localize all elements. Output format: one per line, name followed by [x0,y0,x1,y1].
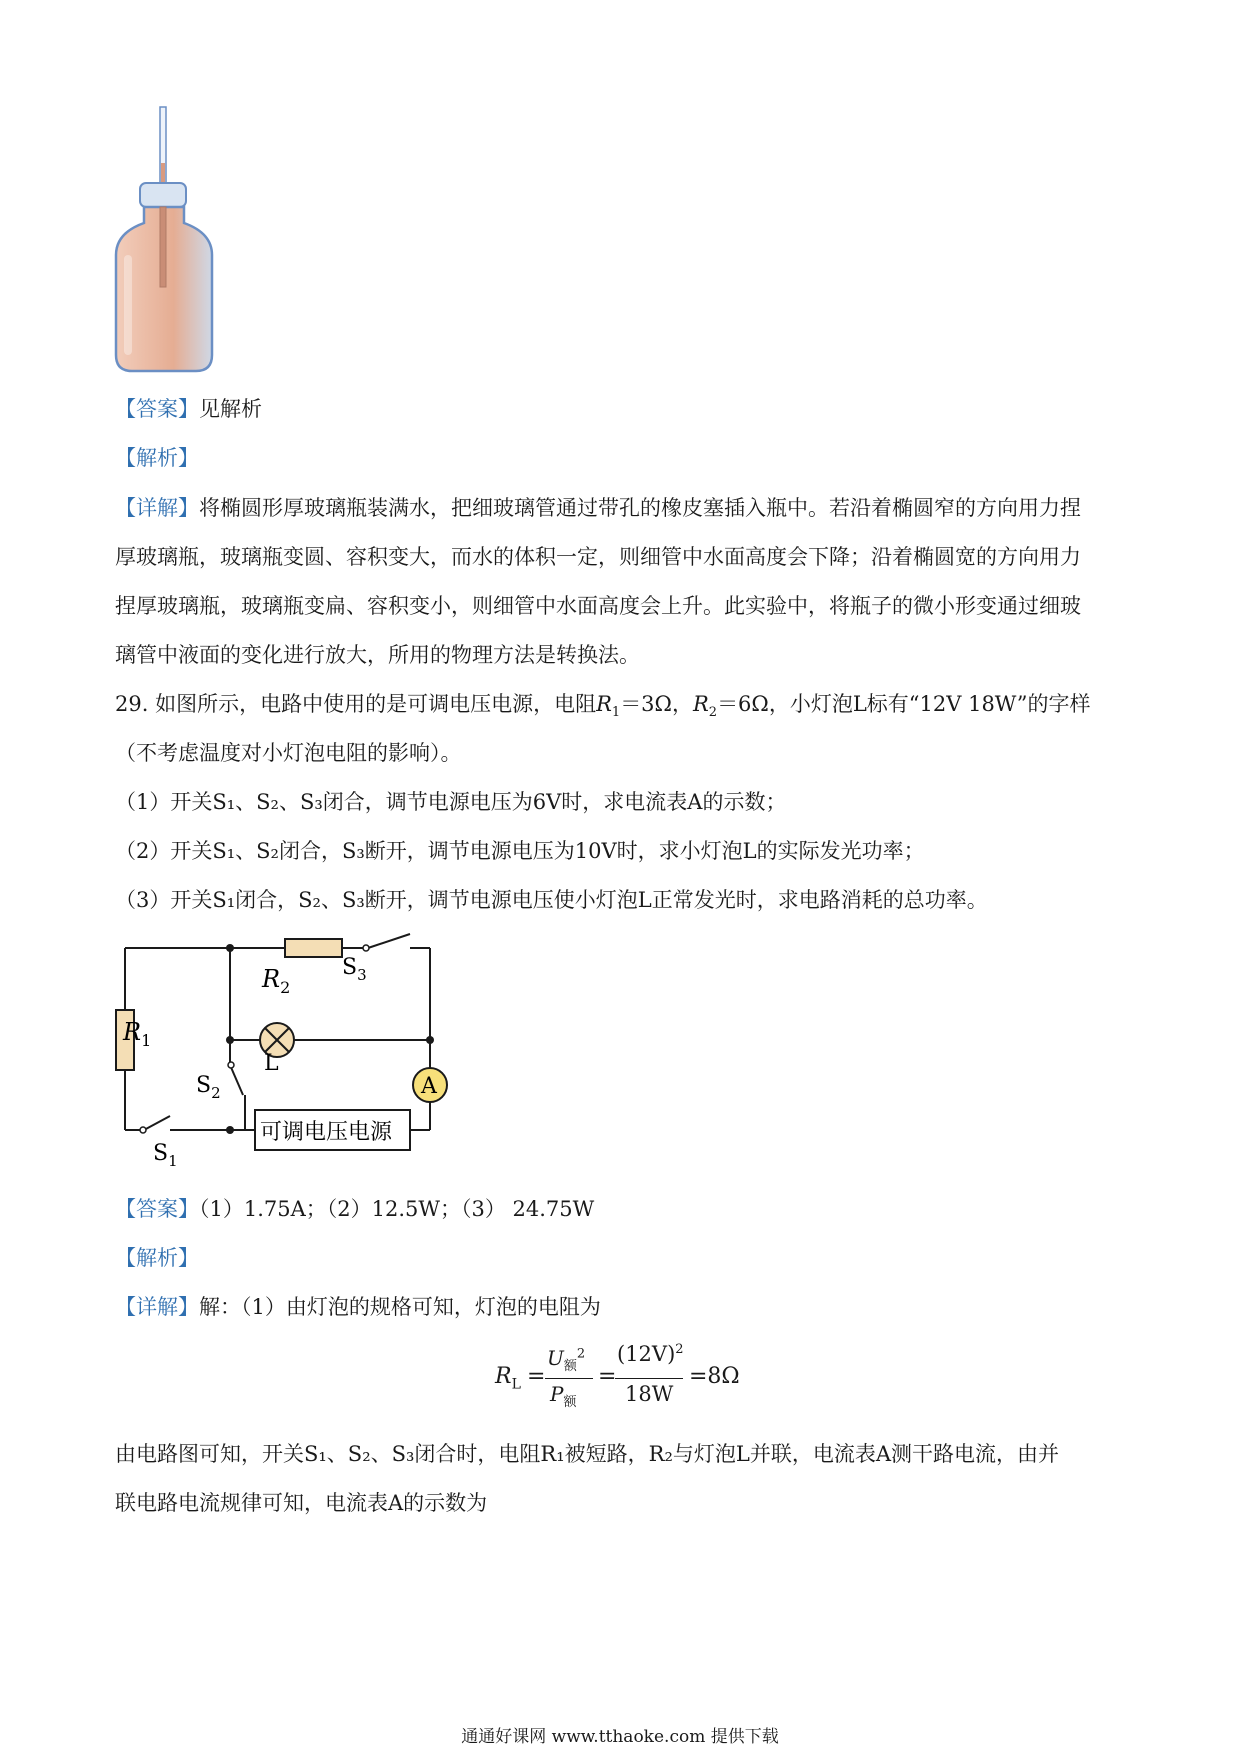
answer-text: 见解析 [199,397,262,421]
formula-eq-1: = [527,1364,546,1389]
s3-label: $S_3$ [342,955,367,984]
q29-answer [115,1195,594,1223]
q29-detail-intro [115,1293,601,1321]
source-label: 可调电压电源 [260,1120,393,1145]
q29-stem-line-1 [115,690,1091,727]
s2-switch [228,1062,234,1068]
formula-num-sup: 2 [576,1346,586,1362]
stem-text: 如图所示，电路中使用的是可调电压电源，电阻 [155,692,597,716]
r2-value: ＝6Ω，小灯泡L标有“12V 18W”的字样 [717,692,1091,716]
bottle-illustration [110,105,220,375]
s1-switch [140,1127,146,1133]
formula-den-p: P [550,1382,564,1406]
r1-symbol: R [596,692,612,716]
formula-num-u: U [547,1346,564,1370]
question-number: 29. [115,692,149,716]
r2-symbol: R [692,692,709,716]
lamp-label: L [264,1051,279,1076]
r2-label: $R_2$ [262,965,291,997]
r2-resistor [285,939,342,957]
formula-den-2: 18W [625,1382,674,1406]
ammeter-label: A [421,1074,437,1099]
formula-result: =8Ω [689,1364,740,1389]
formula-eq-2: = [598,1364,617,1389]
formula-den-sub: 额 [563,1395,577,1410]
q28-analysis-heading [115,444,199,472]
q29-stem-line-2: （不考虑温度对小灯泡电阻的影响）。 [115,741,462,765]
r1-label: $R_1$ [123,1018,152,1050]
q28-detail-line-3: 捏厚玻璃瓶，玻璃瓶变扁、容积变小，则细管中水面高度会上升。此实验中，将瓶子的微小形变通过细玻 [115,594,1081,618]
formula-num-2: (12V) [617,1342,676,1366]
detail-text: 解：（1）由灯泡的规格可知，灯泡的电阻为 [199,1295,601,1319]
detail-text: 将椭圆形厚玻璃瓶装满水，把细玻璃管通过带孔的橡皮塞插入瓶中。若沿着椭圆窄的方向用力捏 [199,496,1081,520]
formula-lhs: R [495,1364,512,1389]
r1-value: ＝3Ω， [620,692,693,716]
answer-text: （1）1.75A；（2）12.5W；（3） 24.75W [199,1197,595,1221]
analysis-tag: 【解析】 [115,1246,199,1270]
detail-tag: 【详解】 [115,1295,199,1319]
q28-detail-line-4: 璃管中液面的变化进行放大，所用的物理方法是转换法。 [115,643,640,667]
q29-part-2: （2）开关S₁、S₂闭合，S₃断开，调节电源电压为10V时，求小灯泡L的实际发光功率； [115,839,925,863]
s2-label: $S_2$ [196,1073,221,1102]
page-footer: 通通好课网 www.tthaoke.com 提供下载 [461,1727,779,1747]
q29-analysis-heading [115,1244,199,1272]
circuit-diagram [110,930,460,1175]
r1-subscript: 1 [611,705,621,721]
q28-detail-line-2: 厚玻璃瓶，玻璃瓶变圆、容积变大，而水的体积一定，则细管中水面高度会下降；沿着椭圆宽的方向用力 [115,545,1081,569]
formula-num-2-sup: 2 [675,1342,684,1357]
formula-lhs-sub: L [511,1376,521,1393]
answer-tag: 【答案】 [115,1197,199,1221]
q29-detail-line-3: 联电路电流规律可知，电流表A的示数为 [115,1491,488,1515]
q29-detail-line-2: 由电路图可知，开关S₁、S₂、S₃闭合时，电阻R₁被短路，R₂与灯泡L并联，电流表A测干路电流，由并 [115,1442,1059,1466]
q29-part-1: （1）开关S₁、S₂、S₃闭合，调节电源电压为6V时，求电流表A的示数； [115,790,787,814]
formula-num-sub: 额 [563,1359,577,1374]
q29-part-3: （3）开关S₁闭合，S₂、S₃断开，调节电源电压使小灯泡L正常发光时，求电路消耗的总功率。 [115,888,988,912]
answer-tag: 【答案】 [115,397,199,421]
q28-answer [115,395,262,423]
analysis-tag: 【解析】 [115,446,199,470]
r2-subscript: 2 [708,705,718,721]
q28-detail-line-1 [115,494,1081,522]
formula-rl [495,1340,755,1420]
detail-tag: 【详解】 [115,496,199,520]
s1-label: $S_1$ [153,1141,178,1170]
